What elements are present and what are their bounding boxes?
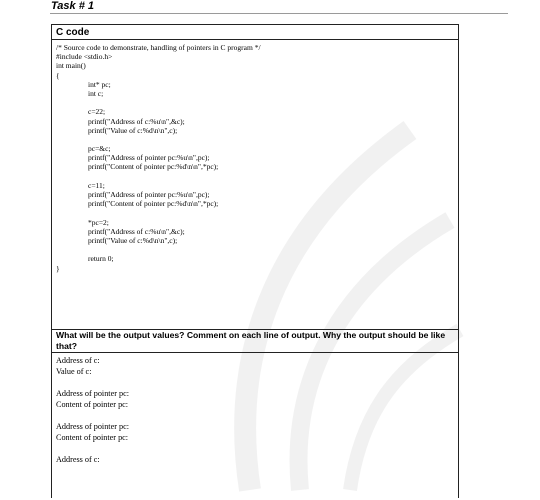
code-line: #include <stdio.h> [56, 52, 113, 62]
code-line: { [56, 70, 60, 80]
task-title: Task # 1 [51, 0, 95, 12]
code-line: c=11; [88, 180, 105, 190]
task-table [51, 24, 459, 498]
answer-line: Content of pointer pc: [56, 433, 129, 442]
answer-line [56, 443, 456, 454]
code-line [56, 135, 456, 144]
code-line: int main() [56, 61, 86, 71]
code-line: pc=&c; [88, 144, 111, 154]
code-line [56, 98, 456, 107]
code-line: printf("Address of c:%u\n",&c); [88, 116, 185, 126]
code-line: } [56, 263, 60, 273]
code-line: *pc=2; [88, 217, 109, 227]
title-divider [50, 13, 508, 14]
answer-line: Address of c: [56, 455, 100, 464]
question-prompt: What will be the output values? Comment on each line of output. Why the output should be like that? [52, 329, 458, 353]
code-line: printf("Address of c:%u\n",&c); [88, 226, 185, 236]
answer-line: Content of pointer pc: [56, 400, 129, 409]
code-section-header: C code [52, 25, 458, 40]
answer-line [56, 410, 456, 421]
answer-line: Address of c: [56, 356, 100, 365]
code-line: printf("Content of pointer pc:%d\n\n",*pc); [88, 199, 219, 209]
code-line: printf("Value of c:%d\n\n",c); [88, 125, 178, 135]
code-line: printf("Content of pointer pc:%d\n\n",*pc); [88, 162, 219, 172]
code-line: int c; [88, 88, 104, 98]
code-line: printf("Address of pointer pc:%u\n",pc); [88, 190, 210, 199]
code-line: printf("Address of pointer pc:%u\n",pc); [88, 153, 210, 163]
code-line: int* pc; [88, 79, 111, 89]
code-line [56, 172, 456, 181]
code-line: return 0; [88, 254, 114, 264]
answer-line: Address of pointer pc: [56, 389, 129, 398]
code-line: printf("Value of c:%d\n\n",c); [88, 235, 178, 245]
answer-section[interactable] [56, 355, 456, 465]
code-line [56, 245, 456, 254]
code-line: c=22; [88, 107, 106, 117]
answer-line [56, 377, 456, 388]
code-line [56, 208, 456, 217]
answer-line: Value of c: [56, 367, 92, 376]
code-listing [56, 43, 456, 273]
code-line: /* Source code to demonstrate, handling of pointers in C program */ [56, 43, 261, 52]
answer-line: Address of pointer pc: [56, 422, 129, 431]
